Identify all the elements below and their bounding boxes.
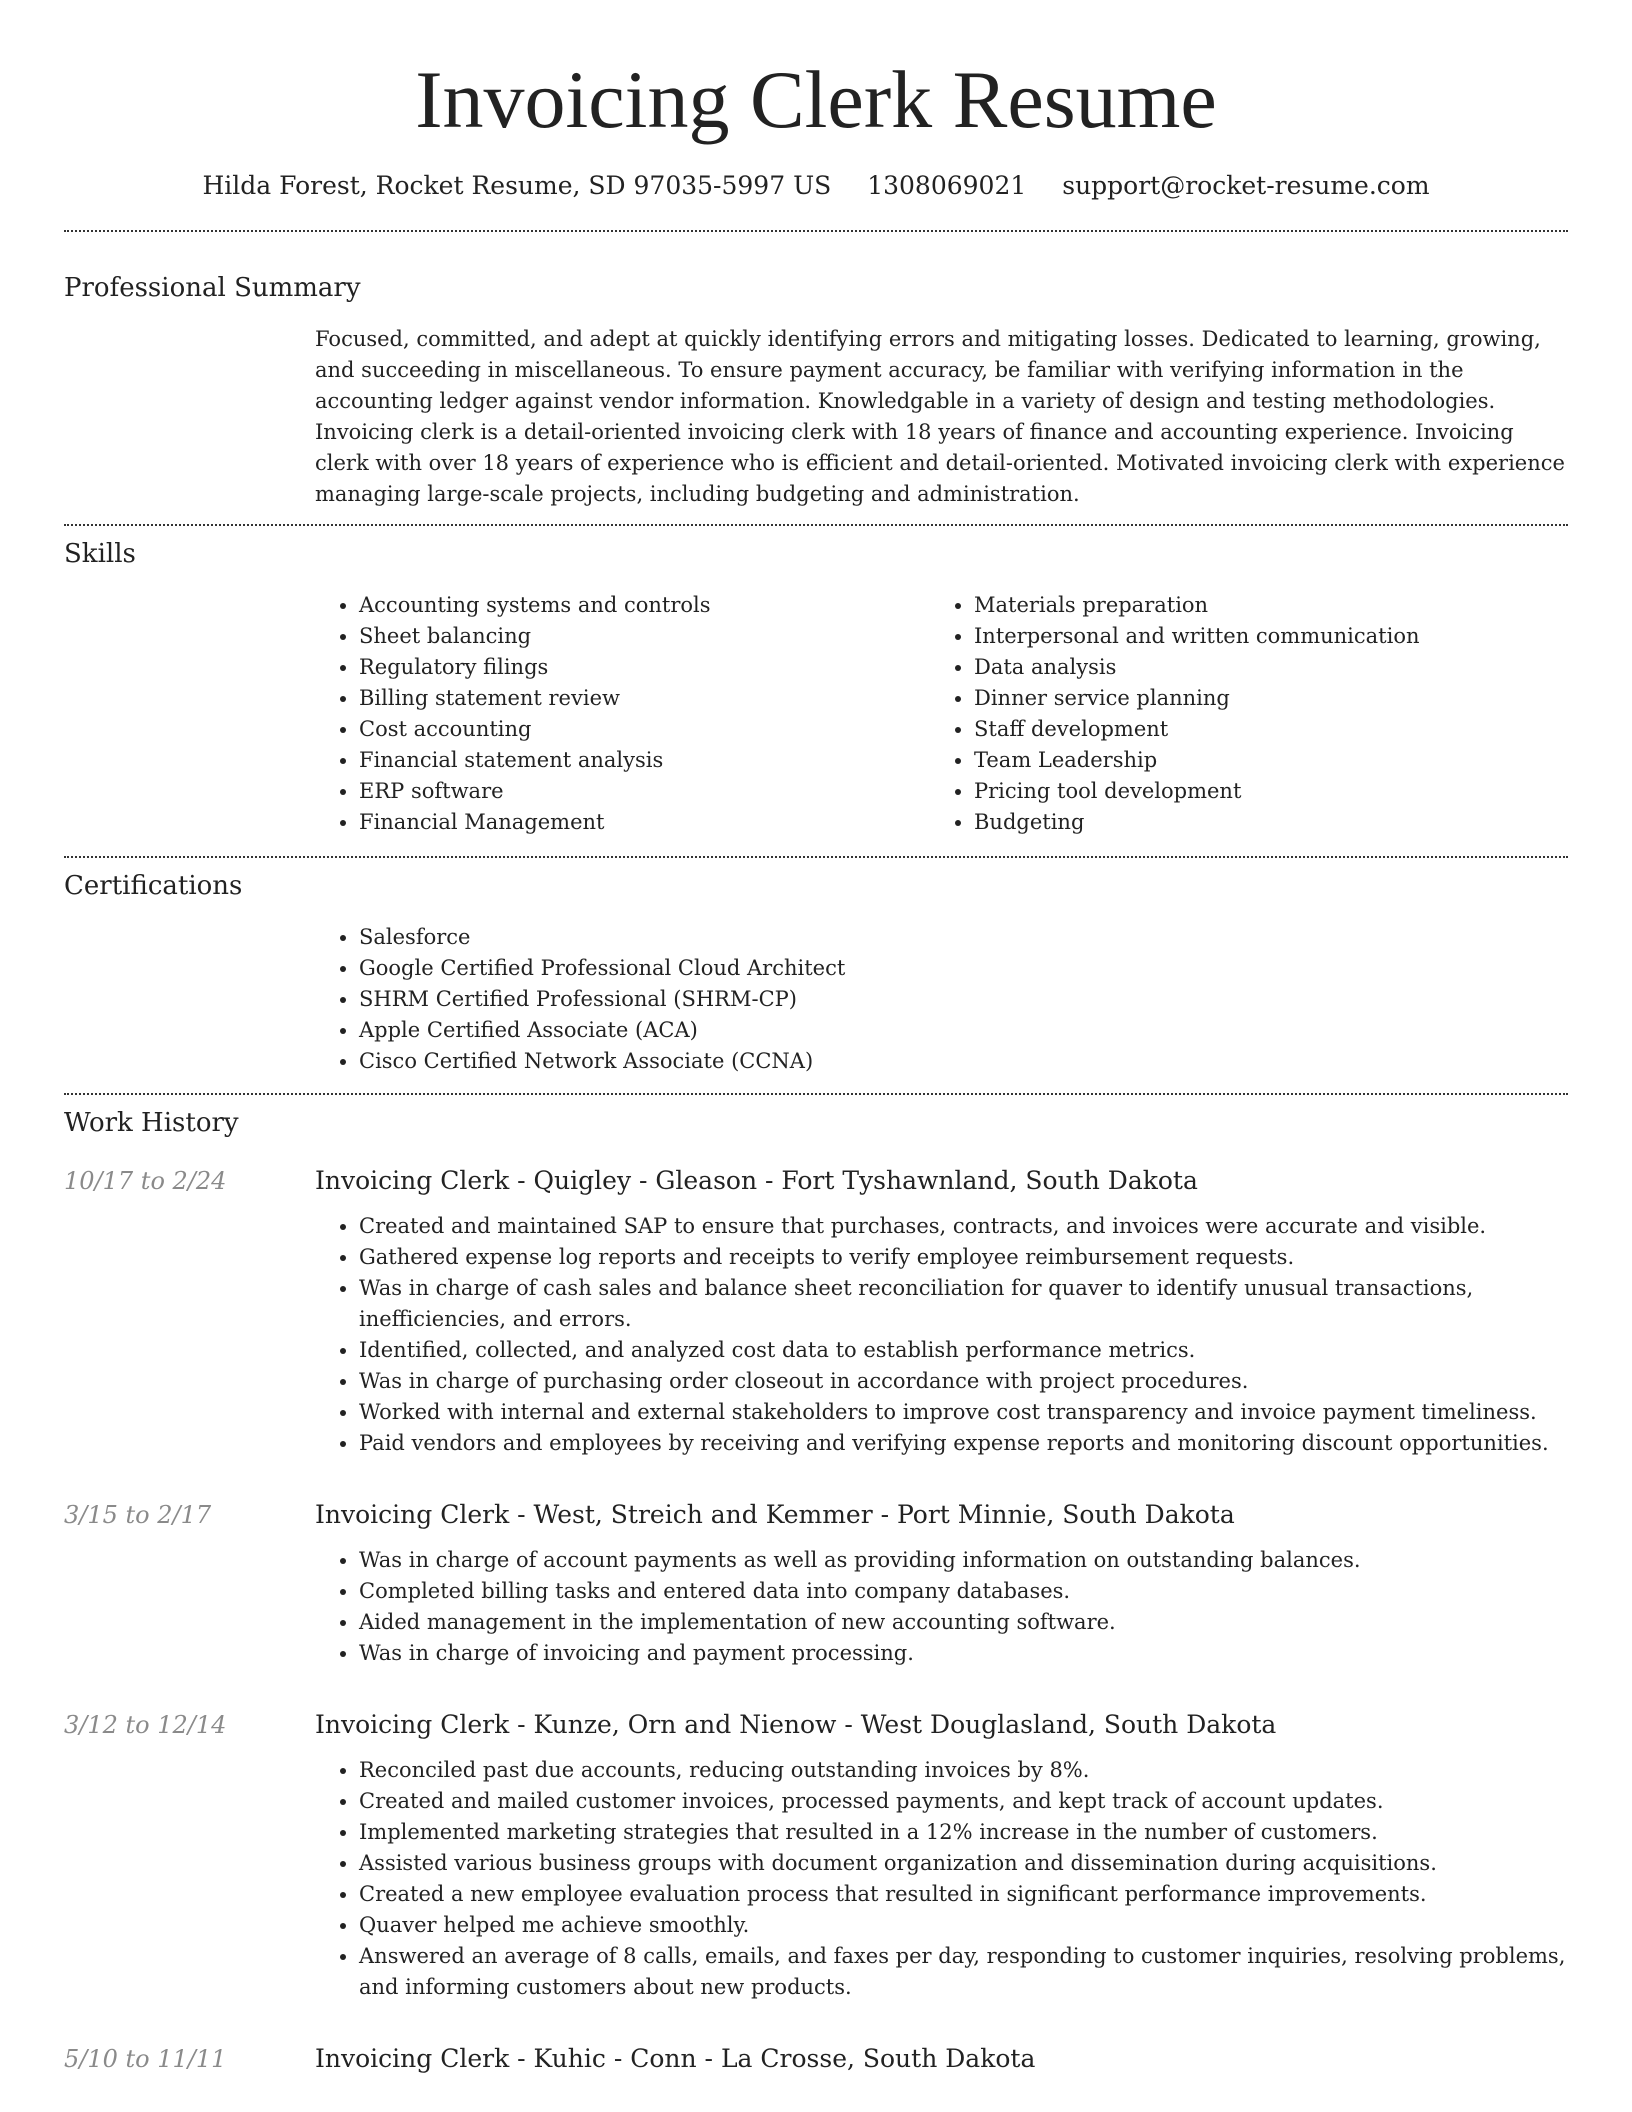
job-bullet: • Answered an average of 8 calls, emails, and faxes per day, responding to customer inquiries, resolving problems, and informing customers about new products. bbox=[359, 1941, 1568, 2003]
work-history-heading: Work History bbox=[64, 1108, 239, 1138]
job-bullet: • Assisted various business groups with document organization and dissemination during acquisitions. bbox=[359, 1848, 1568, 1879]
job-bullet: • Reconciled past due accounts, reducing outstanding invoices by 8%. bbox=[359, 1755, 1568, 1786]
job-bullet: • Quaver helped me achieve smoothly. bbox=[359, 1910, 1568, 1941]
resume-title: Invoicing Clerk Resume bbox=[415, 54, 1217, 145]
contact-phone: 1308069021 bbox=[867, 171, 1027, 200]
skill-item: • Interpersonal and written communication bbox=[974, 621, 1568, 652]
summary-section bbox=[64, 232, 1568, 524]
skill-item: • Budgeting bbox=[974, 807, 1568, 838]
job-bullet: • Gathered expense log reports and receipts to verify employee reimbursement requests. bbox=[359, 1242, 1568, 1273]
job-bullet: • Completed billing tasks and entered data into company databases. bbox=[359, 1576, 1568, 1607]
job-title: Invoicing Clerk - Quigley - Gleason - Fort Tyshawnland, South Dakota bbox=[315, 1166, 1198, 1195]
job-bullet: • Created a new employee evaluation process that resulted in significant performance improvements. bbox=[359, 1879, 1568, 1910]
job-bullet: • Paid vendors and employees by receiving and verifying expense reports and monitoring discount opportunities. bbox=[359, 1428, 1568, 1459]
job-title: Invoicing Clerk - Kunze, Orn and Nienow - West Douglasland, South Dakota bbox=[315, 1710, 1277, 1739]
skill-item: • Data analysis bbox=[974, 652, 1568, 683]
job-bullet: • Was in charge of cash sales and balance sheet reconciliation for quaver to identify unusual transactions, inefficiencies, and errors. bbox=[359, 1273, 1568, 1335]
job-bullet: • Was in charge of account payments as well as providing information on outstanding balances. bbox=[359, 1545, 1568, 1576]
job-bullet: • Implemented marketing strategies that resulted in a 12% increase in the number of customers. bbox=[359, 1817, 1568, 1848]
skill-item: • Staff development bbox=[974, 714, 1568, 745]
job-bullet: • Was in charge of invoicing and payment processing. bbox=[359, 1638, 1568, 1669]
certifications-section bbox=[64, 858, 1568, 1093]
skill-item: • Financial statement analysis bbox=[359, 745, 930, 776]
job-dates: 3/15 to 2/17 bbox=[64, 1501, 212, 1529]
skills-list-right bbox=[930, 590, 1568, 838]
job-title: Invoicing Clerk - Kuhic - Conn - La Crosse, South Dakota bbox=[315, 2044, 1036, 2073]
skill-item: • Materials preparation bbox=[974, 590, 1568, 621]
job-dates: 5/10 to 11/11 bbox=[64, 2045, 227, 2073]
job-entry bbox=[64, 1707, 1568, 2003]
job-entry bbox=[64, 1497, 1568, 1669]
skill-item: • Regulatory filings bbox=[359, 652, 930, 683]
job-entry bbox=[64, 1163, 1568, 1459]
skill-item: • Billing statement review bbox=[359, 683, 930, 714]
contact-line bbox=[64, 168, 1568, 204]
skill-item: • Sheet balancing bbox=[359, 621, 930, 652]
contact-address: Hilda Forest, Rocket Resume, SD 97035-5997 US bbox=[202, 171, 832, 200]
job-bullets bbox=[315, 1755, 1568, 2003]
job-bullets bbox=[315, 1211, 1568, 1459]
contact-email: support@rocket-resume.com bbox=[1062, 171, 1430, 200]
job-bullet: • Identified, collected, and analyzed cost data to establish performance metrics. bbox=[359, 1335, 1568, 1366]
job-bullet: • Was in charge of purchasing order closeout in accordance with project procedures. bbox=[359, 1366, 1568, 1397]
certifications-heading: Certifications bbox=[64, 871, 243, 901]
skill-item: • Dinner service planning bbox=[974, 683, 1568, 714]
job-dates: 10/17 to 2/24 bbox=[64, 1167, 227, 1195]
job-bullet: • Aided management in the implementation of new accounting software. bbox=[359, 1607, 1568, 1638]
certification-item: • Google Certified Professional Cloud Architect bbox=[359, 953, 1568, 984]
skill-item: • Cost accounting bbox=[359, 714, 930, 745]
skill-item: • Financial Management bbox=[359, 807, 930, 838]
certification-item: • SHRM Certified Professional (SHRM-CP) bbox=[359, 984, 1568, 1015]
skills-heading: Skills bbox=[64, 539, 136, 569]
job-title: Invoicing Clerk - West, Streich and Kemmer - Port Minnie, South Dakota bbox=[315, 1500, 1235, 1529]
certifications-list bbox=[315, 922, 1568, 1077]
skills-list-left bbox=[315, 590, 930, 838]
summary-text: Focused, committed, and adept at quickly identifying errors and mitigating losses. Dedicated to learning, growing, and succeeding in miscellaneous. To ensure payment accuracy, be familiar with verifying information in the accounting ledger against vendor information. Knowledgable in a variety of design and testing methodologies. Invoicing clerk is a detail-oriented invoicing clerk with 18 years of finance and accounting experience. Invoicing clerk with over 18 years of experience who is efficient and detail-oriented. Motivated invoicing clerk with experience managing large-scale projects, including budgeting and administration. bbox=[315, 327, 1565, 506]
skills-section bbox=[64, 526, 1568, 856]
job-bullets bbox=[315, 1545, 1568, 1669]
skill-item: • Pricing tool development bbox=[974, 776, 1568, 807]
job-dates: 3/12 to 12/14 bbox=[64, 1711, 227, 1739]
job-bullet: • Created and maintained SAP to ensure that purchases, contracts, and invoices were accurate and visible. bbox=[359, 1211, 1568, 1242]
skill-item: • Accounting systems and controls bbox=[359, 590, 930, 621]
summary-heading: Professional Summary bbox=[64, 273, 361, 303]
work-history-section bbox=[64, 1095, 1568, 2077]
skill-item: • Team Leadership bbox=[974, 745, 1568, 776]
job-bullet: • Worked with internal and external stakeholders to improve cost transparency and invoice payment timeliness. bbox=[359, 1397, 1568, 1428]
certification-item: • Cisco Certified Network Associate (CCNA) bbox=[359, 1046, 1568, 1077]
job-entry bbox=[64, 2041, 1568, 2077]
job-bullet: • Created and mailed customer invoices, processed payments, and kept track of account updates. bbox=[359, 1786, 1568, 1817]
certification-item: • Salesforce bbox=[359, 922, 1568, 953]
certification-item: • Apple Certified Associate (ACA) bbox=[359, 1015, 1568, 1046]
skill-item: • ERP software bbox=[359, 776, 930, 807]
